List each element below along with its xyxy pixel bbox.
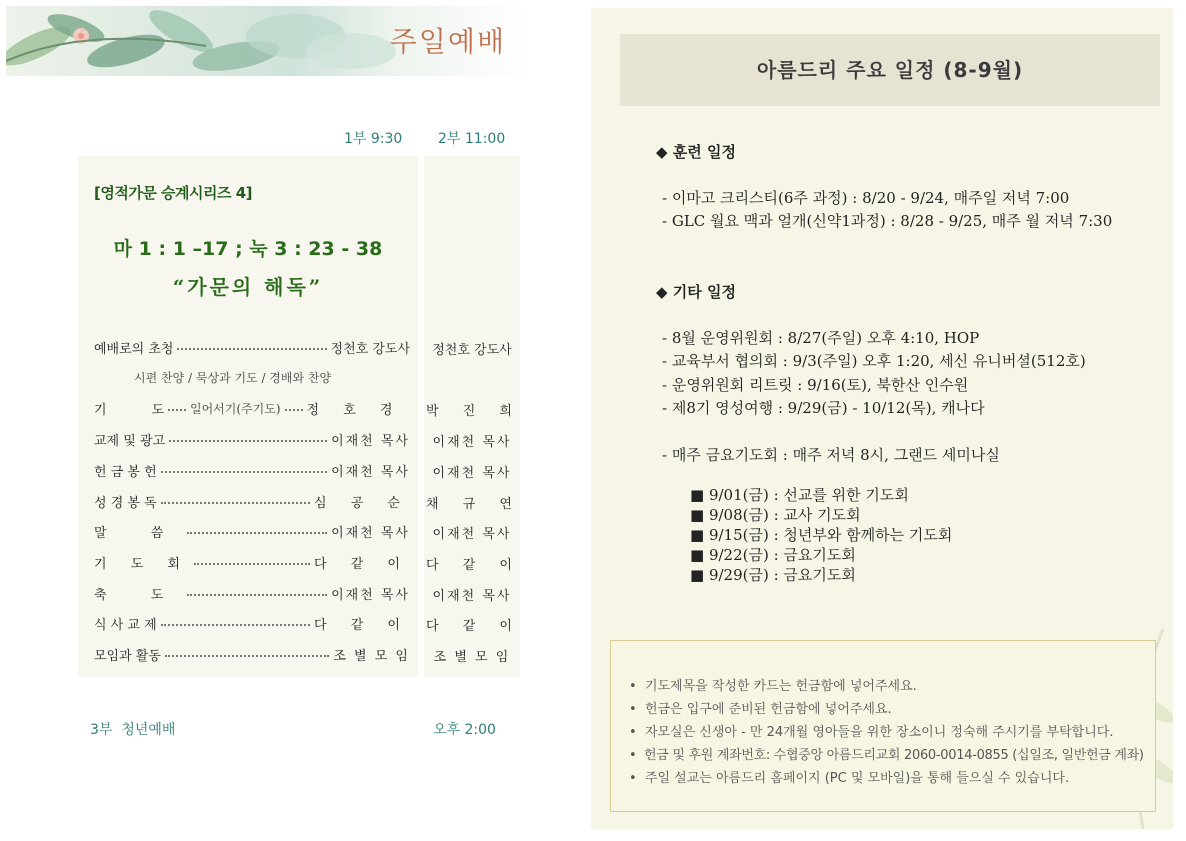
order-row — [94, 337, 410, 357]
order-label: 기 도 회 — [94, 556, 190, 572]
order-person-service2: 이재천 목사 — [432, 466, 512, 481]
dot-leader — [161, 624, 310, 626]
square-bullet-icon: ■ — [690, 506, 709, 524]
order-person-service2: 조 별 모 임 — [433, 650, 511, 665]
square-bullet-icon: ■ — [690, 546, 709, 564]
leaf-decoration-icon — [6, 6, 426, 76]
other-schedule-header: ◆ 기타 일정 — [656, 283, 736, 301]
service2-time: 2부 11:00 — [438, 131, 506, 147]
order-person: 이재천 목사 — [331, 587, 410, 603]
notice-item: • 헌금 및 후원 계좌번호: 수협중앙 아름드리교회 2060-0014-0855 (십일조, 일반헌금 계좌) — [629, 748, 1144, 763]
order-row — [94, 552, 410, 572]
dot-leader — [169, 440, 327, 442]
order-label: 식 사 교 제 — [94, 617, 157, 633]
friday-prayer-item: - 매주 금요기도회 : 매주 저녁 8시, 그랜드 세미나실 — [662, 446, 1000, 464]
dot-leader — [165, 655, 329, 657]
order-person: 다 같 이 — [314, 617, 410, 633]
order-person: 다 같 이 — [314, 556, 410, 572]
bullet-icon: • — [629, 771, 645, 786]
order-row — [94, 398, 410, 418]
dot-leader — [168, 409, 186, 411]
order-label: 교제 및 광고 — [94, 433, 166, 449]
order-label: 성 경 봉 독 — [94, 495, 157, 511]
sermon-title: “가문의 해독” — [172, 275, 324, 299]
header-banner — [6, 6, 528, 76]
order-person: 조 별 모 임 — [333, 648, 410, 664]
order-row — [94, 429, 410, 449]
service1-time: 1부 9:30 — [344, 131, 403, 147]
dot-leader — [161, 471, 327, 473]
schedule-title-bar — [620, 34, 1160, 106]
order-person-service2: 채 규 연 — [426, 497, 522, 512]
order-person: 이재천 목사 — [331, 464, 410, 480]
order-label: 말 씀 — [94, 525, 184, 541]
dot-leader — [161, 502, 310, 504]
schedule-title: 아름드리 주요 일정 (8-9월) — [756, 58, 1024, 82]
order-note: 일어서기(주기도) — [190, 401, 281, 416]
notice-item: • 기도제목을 작성한 카드는 헌금함에 넣어주세요. — [629, 679, 917, 694]
other-schedule-item: - 교육부서 협의회 : 9/3(주일) 오후 1:20, 세신 유니버셜(512호) — [662, 352, 1086, 370]
other-schedule-item: - 운영위원회 리트릿 : 9/16(토), 북한산 인수원 — [662, 376, 969, 394]
order-person-service2: 박 진 희 — [426, 404, 522, 419]
square-bullet-icon: ■ — [690, 526, 709, 544]
bullet-icon: • — [629, 702, 645, 717]
dot-leader — [187, 594, 327, 596]
training-item: - GLC 월요 맥과 얼개(신약1과정) : 8/28 - 9/25, 매주 월 저녁 7:30 — [662, 212, 1113, 230]
notice-item: • 자모실은 신생아 - 만 24개월 영아들을 위한 장소이니 정숙해 주시기를 부탁합니다. — [629, 725, 1114, 740]
order-person: 정천호 강도사 — [330, 341, 410, 357]
dot-leader — [194, 563, 310, 565]
youth-service-label: 3부 청년예배 — [90, 722, 176, 738]
square-bullet-icon: ■ — [690, 486, 709, 504]
youth-service-time: 오후 2:00 — [433, 722, 496, 738]
order-person-service2: 다 같 이 — [426, 558, 522, 573]
square-bullet-icon: ■ — [690, 566, 709, 584]
order-person-service2: 정천호 강도사 — [432, 343, 512, 358]
bullet-icon: • — [629, 679, 645, 694]
order-row — [94, 613, 410, 633]
other-schedule-item: - 제8기 영성여행 : 9/29(금) - 10/12(목), 캐나다 — [662, 399, 985, 417]
order-person: 정 호 경 — [306, 402, 403, 418]
prayer-list-item: ■ 9/29(금) : 금요기도회 — [690, 566, 856, 584]
dot-leader — [177, 348, 326, 350]
order-label: 헌 금 봉 헌 — [94, 464, 157, 480]
order-row — [94, 644, 410, 664]
order-person-service2: 이재천 목사 — [432, 435, 512, 450]
order-row — [94, 460, 410, 480]
order-person-service2: 이재천 목사 — [432, 589, 512, 604]
order-label: 예배로의 초청 — [94, 341, 174, 357]
order-person-service2: 다 같 이 — [426, 619, 522, 634]
order-label: 모임과 활동 — [94, 648, 161, 664]
series-title: [영적가문 승계시리즈 4] — [94, 184, 253, 202]
dot-leader — [285, 409, 303, 411]
other-schedule-item: - 8월 운영위원회 : 8/27(주일) 오후 4:10, HOP — [662, 329, 980, 347]
order-person: 이재천 목사 — [331, 525, 410, 541]
worship-subtitle: 시편 찬양 / 묵상과 기도 / 경배와 찬양 — [134, 371, 332, 385]
dot-leader — [187, 532, 327, 534]
order-person: 이재천 목사 — [331, 433, 410, 449]
scripture: 마 1 : 1 –17 ; 눅 3 : 23 - 38 — [113, 238, 383, 260]
order-label: 축 도 — [94, 587, 184, 603]
training-header: ◆ 훈련 일정 — [656, 143, 736, 161]
banner-title: 주일예배 — [389, 25, 506, 58]
order-row — [94, 583, 410, 603]
notice-item: • 주일 설교는 아름드리 홈페이지 (PC 및 모바일)을 통해 들으실 수 있습니다. — [629, 771, 1070, 786]
notice-item: • 헌금은 입구에 준비된 헌금함에 넣어주세요. — [629, 702, 892, 717]
order-label: 기 도 — [94, 402, 164, 418]
order-row — [94, 491, 410, 511]
prayer-list-item: ■ 9/22(금) : 금요기도회 — [690, 546, 856, 564]
training-item: - 이마고 크리스티(6주 과정) : 8/20 - 9/24, 매주일 저녁 7:00 — [662, 189, 1070, 207]
prayer-list-item: ■ 9/08(금) : 교사 기도회 — [690, 506, 861, 524]
bullet-icon: • — [629, 725, 645, 740]
order-row — [94, 521, 410, 541]
notice-box — [610, 640, 1156, 812]
order-person-service2: 이재천 목사 — [432, 527, 512, 542]
prayer-list-item: ■ 9/01(금) : 선교를 위한 기도회 — [690, 486, 909, 504]
bullet-icon: • — [629, 748, 645, 763]
order-person: 심 공 순 — [314, 495, 410, 511]
prayer-list-item: ■ 9/15(금) : 청년부와 함께하는 기도회 — [690, 526, 953, 544]
